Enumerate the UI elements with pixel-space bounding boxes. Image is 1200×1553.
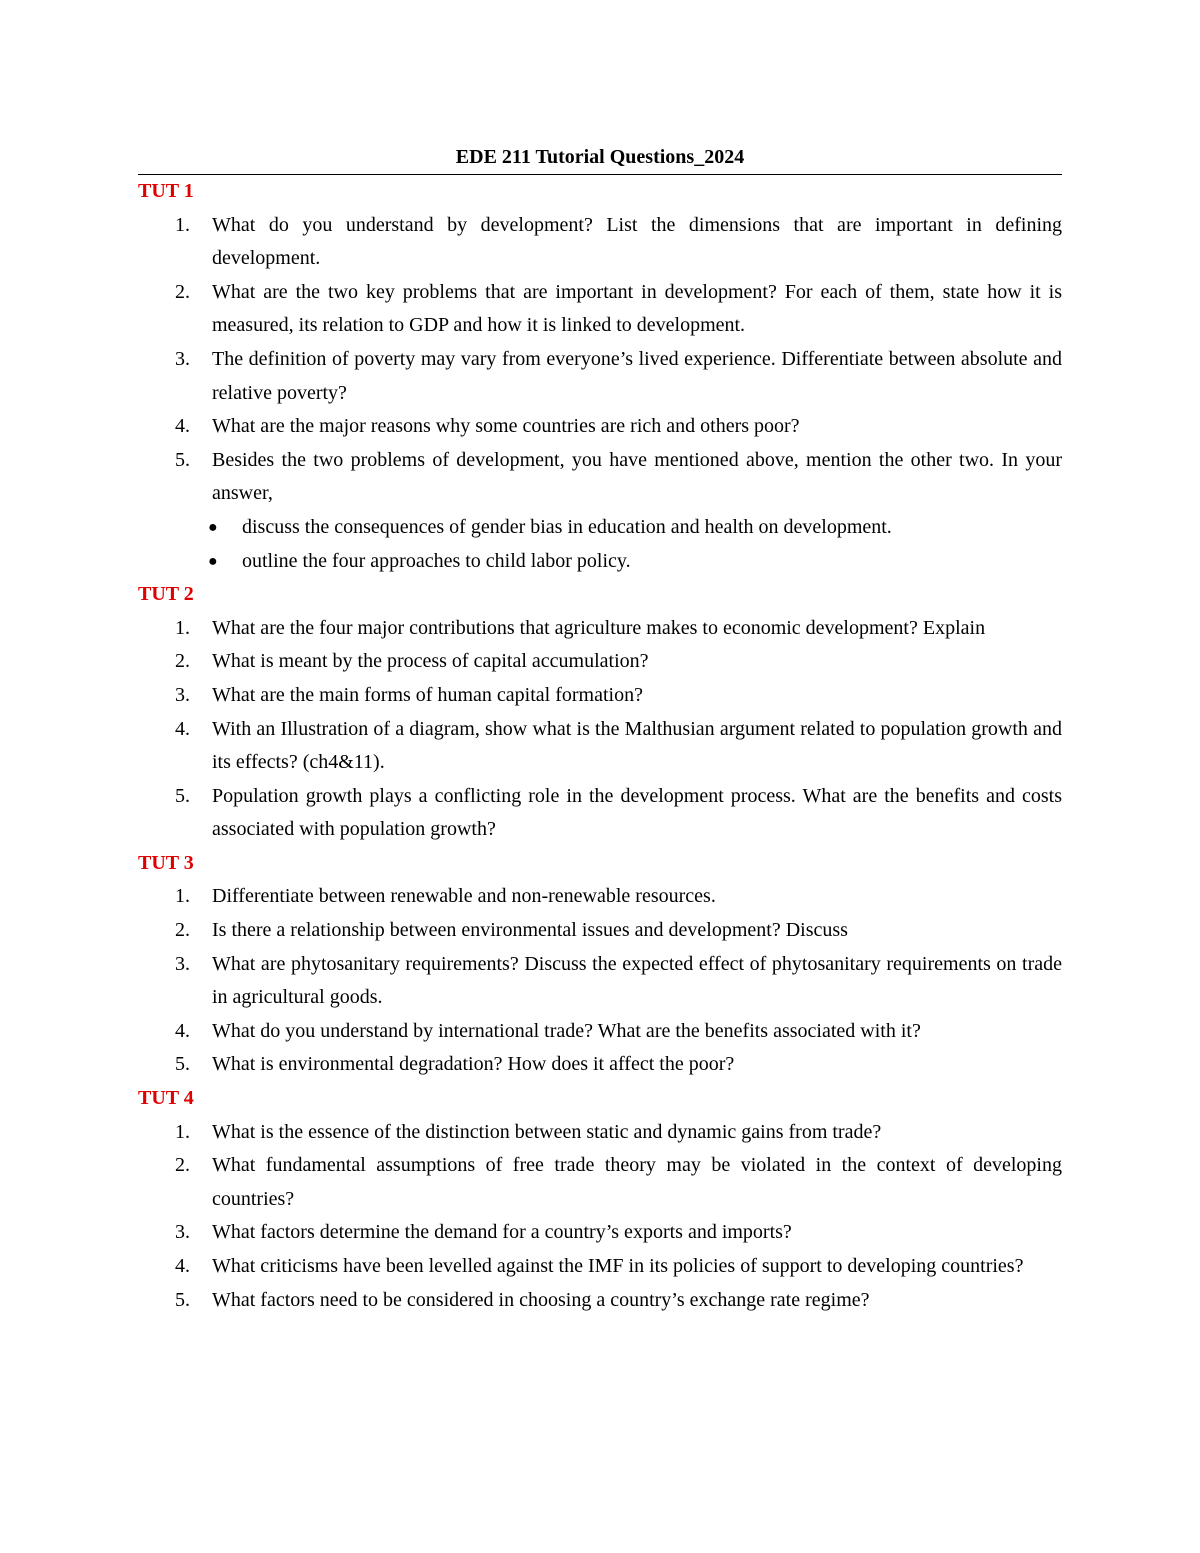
bullet-list — [138, 511, 1062, 578]
question-item — [138, 780, 1062, 847]
question-number: 3. — [175, 347, 190, 370]
question-item — [138, 1116, 1062, 1150]
bullet-item — [138, 545, 1062, 579]
question-number: 1. — [175, 885, 190, 908]
sub-bullet-container — [138, 511, 1062, 578]
question-text: What are the main forms of human capital formation? — [212, 683, 643, 706]
question-list — [138, 209, 1062, 579]
question-number: 2. — [175, 1154, 190, 1177]
question-number: 2. — [175, 919, 190, 942]
question-item — [138, 645, 1062, 679]
question-item — [138, 1216, 1062, 1250]
question-number: 5. — [175, 784, 190, 807]
tutorial-section-2 — [138, 578, 1062, 847]
question-text: What are the two key problems that are important in development? For each of them, state how it is measured, its relation to GDP and how it is linked to development. — [212, 280, 1062, 337]
bullet-item — [138, 511, 1062, 545]
question-text: What criticisms have been levelled against the IMF in its policies of support to developing countries? — [212, 1255, 1024, 1277]
question-number: 5. — [175, 1053, 190, 1076]
question-number: 4. — [175, 1255, 190, 1277]
tutorial-heading: TUT 1 — [138, 180, 194, 202]
question-item — [138, 948, 1062, 1015]
tutorial-section-1 — [138, 175, 1062, 578]
question-item — [138, 209, 1062, 276]
question-item — [138, 679, 1062, 713]
question-number: 1. — [175, 213, 190, 236]
document-title: EDE 211 Tutorial Questions_2024 — [138, 140, 1062, 175]
question-number: 2. — [175, 280, 190, 303]
question-text: What is the essence of the distinction between static and dynamic gains from trade? — [212, 1120, 882, 1143]
question-item — [138, 444, 1062, 511]
question-text: What factors determine the demand for a country’s exports and imports? — [212, 1221, 792, 1244]
question-text: What are the four major contributions that agriculture makes to economic development? Explain — [212, 616, 986, 639]
question-text: Differentiate between renewable and non-renewable resources. — [212, 885, 716, 908]
tutorial-section-4 — [138, 1082, 1062, 1317]
question-item — [138, 713, 1062, 780]
bullet-text: outline the four approaches to child labor policy. — [242, 549, 631, 572]
question-number: 5. — [175, 448, 190, 471]
question-item — [138, 1015, 1062, 1049]
question-text: What do you understand by development? List the dimensions that are important in defining development. — [212, 213, 1062, 270]
question-number: 2. — [175, 650, 190, 673]
question-text: What fundamental assumptions of free trade theory may be violated in the context of developing countries? — [212, 1154, 1062, 1210]
tutorial-section-3 — [138, 847, 1062, 1082]
question-number: 3. — [175, 1221, 190, 1244]
question-text: What do you understand by international trade? What are the benefits associated with it? — [212, 1019, 921, 1042]
question-item — [138, 1250, 1062, 1284]
question-item — [138, 914, 1062, 948]
question-item — [138, 410, 1062, 444]
question-number: 1. — [175, 1120, 190, 1143]
question-number: 4. — [175, 1019, 190, 1042]
bullet-text: discuss the consequences of gender bias in education and health on development. — [242, 515, 892, 538]
question-text: With an Illustration of a diagram, show what is the Malthusian argument related to population growth and its effects? (ch4&11). — [212, 717, 1062, 774]
bullet-dot-icon: ● — [208, 552, 218, 570]
question-item — [138, 1284, 1062, 1318]
tutorial-sections — [138, 175, 1062, 1317]
question-list — [138, 880, 1062, 1082]
question-item — [138, 1048, 1062, 1082]
question-text: The definition of poverty may vary from everyone’s lived experience. Differentiate between absolute and relative poverty? — [212, 347, 1062, 404]
bullet-dot-icon: ● — [208, 518, 218, 536]
tutorial-heading: TUT 4 — [138, 1087, 194, 1110]
tutorial-heading: TUT 3 — [138, 851, 194, 874]
question-item — [138, 1149, 1062, 1216]
tutorial-heading: TUT 2 — [138, 583, 194, 606]
question-item — [138, 612, 1062, 646]
question-number: 4. — [175, 717, 190, 740]
question-list — [138, 612, 1062, 847]
question-text: What factors need to be considered in choosing a country’s exchange rate regime? — [212, 1288, 870, 1311]
question-text: What is meant by the process of capital accumulation? — [212, 650, 649, 673]
question-item — [138, 276, 1062, 343]
question-text: Is there a relationship between environmental issues and development? Discuss — [212, 919, 848, 942]
question-number: 3. — [175, 683, 190, 706]
question-text: What is environmental degradation? How does it affect the poor? — [212, 1053, 735, 1076]
question-list — [138, 1116, 1062, 1318]
document-page — [138, 140, 1062, 1317]
question-item — [138, 343, 1062, 410]
question-number: 4. — [175, 415, 190, 438]
question-text: What are phytosanitary requirements? Discuss the expected effect of phytosanitary requirements on trade in agricultural goods. — [212, 952, 1062, 1009]
question-text: Population growth plays a conflicting role in the development process. What are the benefits and costs associated with population growth? — [212, 784, 1062, 841]
question-number: 1. — [175, 616, 190, 639]
question-number: 5. — [175, 1288, 190, 1311]
question-text: Besides the two problems of development, you have mentioned above, mention the other two. In your answer, — [212, 448, 1062, 505]
question-item — [138, 880, 1062, 914]
question-number: 3. — [175, 952, 190, 975]
question-text: What are the major reasons why some countries are rich and others poor? — [212, 415, 800, 438]
